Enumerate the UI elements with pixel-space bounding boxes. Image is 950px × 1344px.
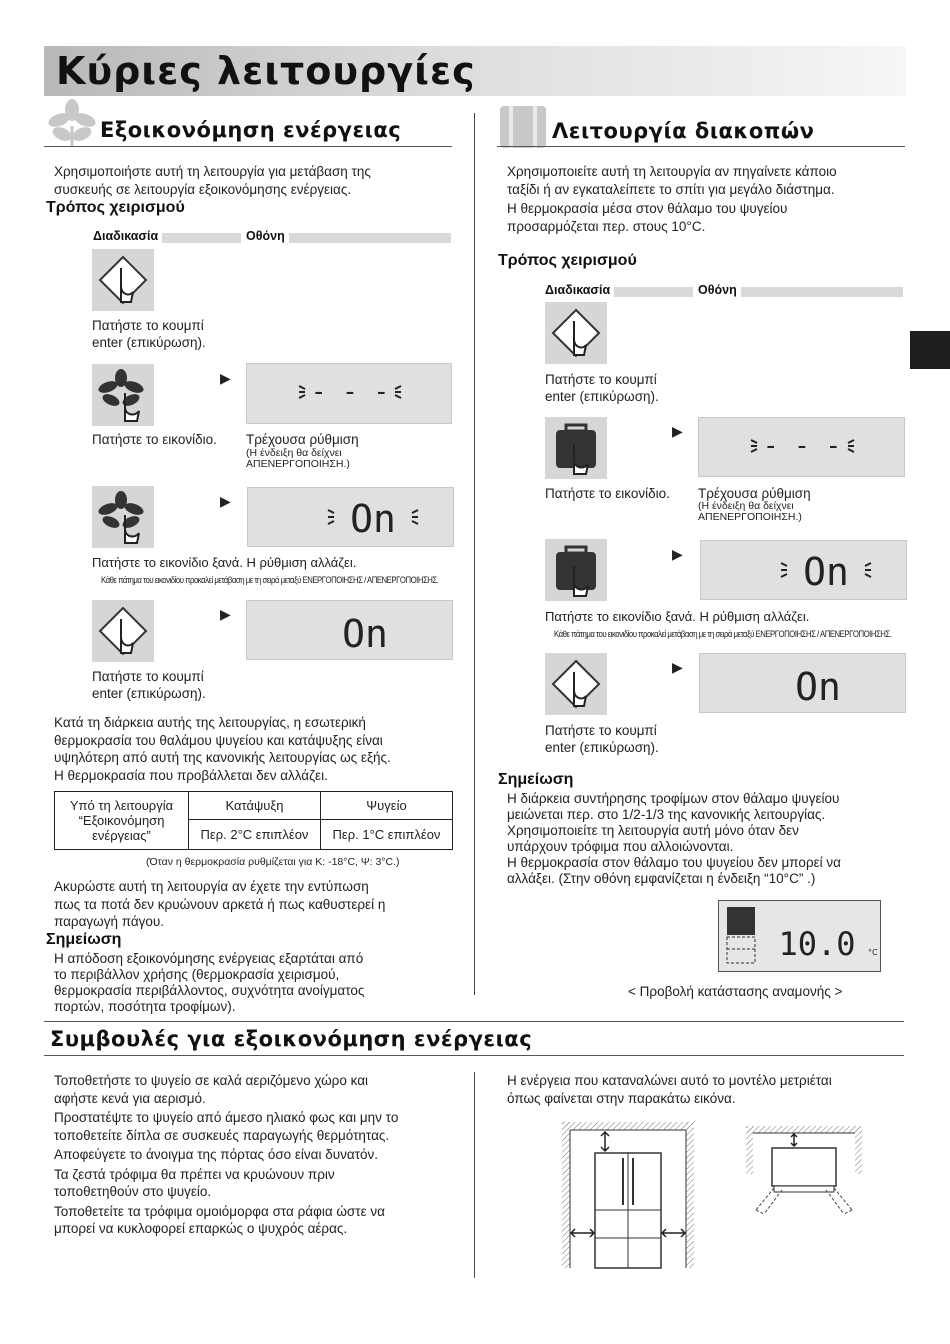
note-line: θερμοκρασία περιβάλλοντος, συχνότητα ανοίγματος — [54, 983, 365, 998]
vacation-col-procedure: Διαδικασία — [545, 283, 614, 297]
vacation-step2-display-caption: Τρέχουσα ρύθμιση — [698, 486, 811, 501]
step3-caption-text: Πατήστε το εικονίδιο ξανά. — [92, 555, 243, 570]
caption-line: enter (επικύρωση). — [92, 335, 206, 350]
vacation-intro-line: Χρησιμοποιείτε αυτή τη λειτουργία αν πηγαίνετε κάποιο — [507, 164, 837, 179]
body-line: παραγωγή πάγου. — [54, 914, 165, 929]
row-header-line: ενέργειας” — [92, 828, 151, 843]
enter-button-icon — [95, 252, 151, 308]
energy-note-title: Σημείωση — [46, 931, 122, 948]
page-title: Κύριες λειτουργίες — [56, 49, 476, 93]
energy-step2-display-caption: Τρέχουσα ρύθμιση — [246, 432, 359, 447]
tips-right — [507, 1072, 832, 1107]
energy-col-procedure: Διαδικασία — [93, 229, 162, 243]
enter-button-panel[interactable] — [545, 302, 607, 364]
energy-step1-caption — [92, 317, 206, 351]
energy-intro — [54, 163, 371, 198]
note-line: Χρησιμοποιείτε τη λειτουργία αυτή μόνο όταν δεν — [507, 823, 799, 838]
energy-leaf-touch-icon — [95, 489, 151, 545]
energy-icon-panel[interactable] — [92, 364, 154, 426]
note-line: (Η ένδειξη θα δείχνει — [698, 500, 794, 512]
energy-leaf-touch-icon — [95, 367, 151, 423]
body-line: Ακυρώστε αυτή τη λειτουργία αν έχετε την εντύπωση — [54, 879, 369, 894]
tip-line: Αποφεύγετε το άνοιγμα της πόρτας όσο είναι δυνατόν. — [54, 1147, 379, 1162]
display-on-text: On — [803, 550, 849, 594]
vacation-step3-note: Κάθε πάτημα του εικονιδίου προκαλεί μετάβαση με τη σειρά μεταξύ ΕΝΕΡΓΟΠΟΙΗΣΗΣ / ΑΠΕΝΕΡΓΟΠΟΙΗΣΗΣ. — [554, 629, 892, 640]
display-off-graphic — [699, 418, 906, 478]
step3-display-caption: Η ρύθμιση αλλάζει. — [699, 609, 810, 624]
enter-button-panel[interactable] — [92, 249, 154, 311]
energy-body1 — [54, 714, 391, 784]
enter-button-panel[interactable] — [92, 600, 154, 662]
energy-title: Εξοικονόμηση ενέργειας — [100, 118, 402, 142]
note-line: το περιβάλλον χρήσης (θερμοκρασία χειρισμού, — [54, 967, 340, 982]
display-on-text: On — [795, 665, 841, 709]
vacation-howto: Τρόπος χειρισμού — [498, 252, 637, 269]
tip-line: Τα ζεστά τρόφιμα θα πρέπει να κρυώνουν πριν — [54, 1166, 335, 1182]
enter-button-panel[interactable] — [545, 653, 607, 715]
tip-line: Τοποθετείτε τα τρόφιμα ομοιόμορφα στα ράφια ώστε να — [54, 1203, 385, 1219]
vacation-display-off — [698, 417, 905, 477]
step3-display-caption: Η ρύθμιση αλλάζει. — [246, 555, 357, 570]
body-line: πως τα ποτά δεν κρυώνουν αρκετά ή πως καθυστερεί η — [54, 896, 386, 912]
standby-caption: < Προβολή κατάστασης αναμονής > — [628, 984, 843, 999]
vacation-title: Λειτουργία διακοπών — [552, 119, 815, 143]
table-row-header — [55, 792, 189, 850]
fridge-top-view-diagram — [744, 1124, 864, 1224]
tip-line: τοποθετηθούν στο ψυγείο. — [54, 1184, 212, 1199]
vacation-intro-line: προσαρμόζεται περ. στους 10°C. — [507, 218, 706, 234]
energy-step3-caption — [92, 554, 356, 571]
note-line: Η διάρκεια συντήρησης τροφίμων στον θάλαμο ψυγείου — [507, 791, 840, 806]
note-line: (Η ένδειξη θα δείχνει — [246, 447, 342, 459]
tip-item — [54, 1109, 398, 1144]
note-line: αλλάξει. (Στην οθόνη εμφανίζεται η ένδειξη “10°C” .) — [507, 871, 816, 886]
tip-line: Τοποθετήστε το ψυγείο σε καλά αεριζόμενο χώρο και — [54, 1073, 368, 1088]
table-col-freezer: Κατάψυξη — [189, 792, 321, 820]
display-on-graphic — [247, 601, 454, 661]
vacation-step2-display-note — [698, 501, 802, 523]
standby-display — [718, 900, 881, 972]
tip-line: Προστατέψτε το ψυγείο από άμεσο ηλιακό φως και μην το — [54, 1110, 399, 1125]
tip-line: τοποθετείτε δίπλα σε συσκευές παραγωγής θερμότητας. — [54, 1127, 390, 1143]
vacation-intro-line: ταξίδι ή αν εγκαταλείπετε το σπίτι για μεγάλο διάστημα. — [507, 181, 835, 197]
display-on-graphic — [700, 654, 907, 714]
tip-item — [54, 1166, 398, 1201]
energy-body2 — [54, 878, 385, 931]
tips-column-divider — [474, 1072, 475, 1278]
arrow-icon: ▶ — [672, 546, 683, 562]
energy-display-on — [246, 600, 453, 660]
note-line: μειώνεται περ. στο 1/2-1/3 της κανονικής λειτουργίας. — [507, 807, 826, 822]
energy-col-display: Οθόνη — [246, 229, 289, 243]
standby-temp-text: 10.0 — [778, 925, 856, 963]
display-off-graphic — [247, 364, 453, 425]
vacation-step3-caption — [545, 608, 809, 625]
side-tab-marker — [910, 331, 950, 369]
table-val-freezer: Περ. 2°C επιπλέον — [189, 820, 321, 850]
tip-line: Η ενέργεια που καταναλώνει αυτό το μοντέλο μετριέται — [507, 1073, 832, 1088]
enter-button-icon — [548, 305, 604, 361]
tip-item — [54, 1146, 398, 1164]
caption-line: enter (επικύρωση). — [92, 686, 206, 701]
vacation-step4-caption — [545, 722, 659, 756]
arrow-icon: ▶ — [220, 370, 231, 386]
suitcase-touch-icon — [548, 420, 604, 476]
energy-step3-note: Κάθε πάτημα του εικονιδίου προκαλεί μετάβαση με τη σειρά μεταξύ ΕΝΕΡΓΟΠΟΙΗΣΗΣ / ΑΠΕΝΕΡΓΟΠΟΙΗΣΗΣ. — [101, 575, 439, 586]
vacation-intro — [507, 163, 837, 235]
standby-display-graphic — [719, 901, 879, 970]
caption-line: Πατήστε το κουμπί — [92, 318, 204, 333]
row-header-line: Υπό τη λειτουργία — [69, 798, 174, 813]
vacation-display-on-blink — [700, 540, 907, 600]
energy-intro-line: συσκευής σε λειτουργία εξοικονόμησης ενέργειας. — [54, 181, 352, 197]
caption-line: Πατήστε το κουμπί — [545, 372, 657, 387]
display-on-blink-graphic — [248, 488, 455, 548]
note-line: Η απόδοση εξοικονόμησης ενέργειας εξαρτάται από — [54, 951, 364, 966]
note-line: ΑΠΕΝΕΡΓΟΠΟΙΗΣΗ.) — [698, 511, 802, 523]
table-val-fridge: Περ. 1°C επιπλέον — [321, 820, 453, 850]
energy-howto: Τρόπος χειρισμού — [46, 199, 185, 216]
vacation-icon-panel[interactable] — [545, 417, 607, 479]
vacation-display-on — [699, 653, 906, 713]
display-on-blink-graphic — [701, 541, 908, 601]
page-banner — [44, 46, 906, 96]
suitcase-icon — [498, 104, 548, 148]
note-line: υπάρχουν τρόφιμα που αλλοιώνονται. — [507, 839, 734, 854]
body-line: Κατά τη διάρκεια αυτής της λειτουργίας, η εσωτερική — [54, 715, 366, 730]
energy-temp-table — [54, 791, 453, 850]
fridge-front-diagram — [560, 1120, 700, 1270]
display-on-text: On — [342, 612, 388, 656]
enter-button-icon — [95, 603, 151, 659]
note-line: ΑΠΕΝΕΡΓΟΠΟΙΗΣΗ.) — [246, 458, 350, 470]
tips-title-rule — [44, 1055, 904, 1056]
display-on-text: On — [350, 497, 396, 541]
tips-top-rule — [44, 1021, 904, 1022]
enter-button-icon — [548, 656, 604, 712]
body-line: Η θερμοκρασία που προβάλλεται δεν αλλάζει. — [54, 767, 328, 783]
tip-item — [54, 1203, 398, 1238]
energy-note — [54, 951, 364, 1015]
row-header-line: “Εξοικονόμηση — [78, 813, 165, 828]
vacation-col-display: Οθόνη — [698, 283, 741, 297]
energy-step4-caption — [92, 668, 206, 702]
body-line: υψηλότερη από αυτή της κανονικής λειτουργίας ως εξής. — [54, 750, 391, 765]
tip-line: αφήστε κενά για αερισμό. — [54, 1090, 206, 1106]
vacation-intro-line: Η θερμοκρασία μέσα στον θάλαμο του ψυγείου — [507, 201, 788, 216]
caption-line: Πατήστε το κουμπί — [545, 723, 657, 738]
energy-icon-panel-again[interactable] — [92, 486, 154, 548]
column-divider — [474, 113, 475, 995]
arrow-icon: ▶ — [672, 659, 683, 675]
tips-title: Συμβουλές για εξοικονόμηση ενέργειας — [50, 1027, 533, 1051]
vacation-icon-panel-again[interactable] — [545, 539, 607, 601]
arrow-icon: ▶ — [220, 493, 231, 509]
caption-line: enter (επικύρωση). — [545, 389, 659, 404]
note-line: Η θερμοκρασία στον θάλαμο του ψυγείου δεν μπορεί να — [507, 855, 841, 870]
tips-left — [54, 1072, 398, 1238]
body-line: θερμοκρασία του θαλάμου ψυγείου και κατάψυξης είναι — [54, 732, 383, 748]
step3-caption-text: Πατήστε το εικονίδιο ξανά. — [545, 609, 696, 624]
vacation-note-title: Σημείωση — [498, 771, 574, 788]
energy-display-on-blink — [247, 487, 454, 547]
display-off-text: - - - — [762, 431, 842, 461]
standby-unit-text: °C — [868, 948, 878, 957]
vacation-step1-caption — [545, 371, 659, 405]
display-off-text: - - - — [310, 377, 390, 407]
caption-line: Πατήστε το κουμπί — [92, 669, 204, 684]
caption-line: enter (επικύρωση). — [545, 740, 659, 755]
tip-line: όπως φαίνεται στην παρακάτω εικόνα. — [507, 1090, 736, 1106]
energy-step2-caption: Πατήστε το εικονίδιο. — [92, 432, 217, 447]
arrow-icon: ▶ — [220, 606, 231, 622]
table-col-fridge: Ψυγείο — [321, 792, 453, 820]
leaf-icon — [46, 98, 98, 146]
arrow-icon: ▶ — [672, 423, 683, 439]
tip-item — [54, 1072, 398, 1107]
note-line: πορτών, ποσότητα τροφίμων). — [54, 999, 236, 1014]
vacation-note — [507, 791, 841, 887]
tip-line: μπορεί να κυκλοφορεί επαρκώς ο ψυχρός αέρας. — [54, 1221, 348, 1236]
vacation-title-rule — [497, 146, 905, 147]
energy-step2-display-note — [246, 448, 350, 470]
vacation-step2-caption: Πατήστε το εικονίδιο. — [545, 486, 670, 501]
energy-display-off — [246, 363, 452, 424]
suitcase-touch-icon — [548, 542, 604, 598]
energy-intro-line: Χρησιμοποιήστε αυτή τη λειτουργία για μετάβαση της — [54, 164, 371, 179]
energy-title-rule — [44, 146, 452, 147]
table-note: (Όταν η θερμοκρασία ρυθμίζεται για Κ: -18°C, Ψ: 3°C.) — [146, 856, 400, 868]
